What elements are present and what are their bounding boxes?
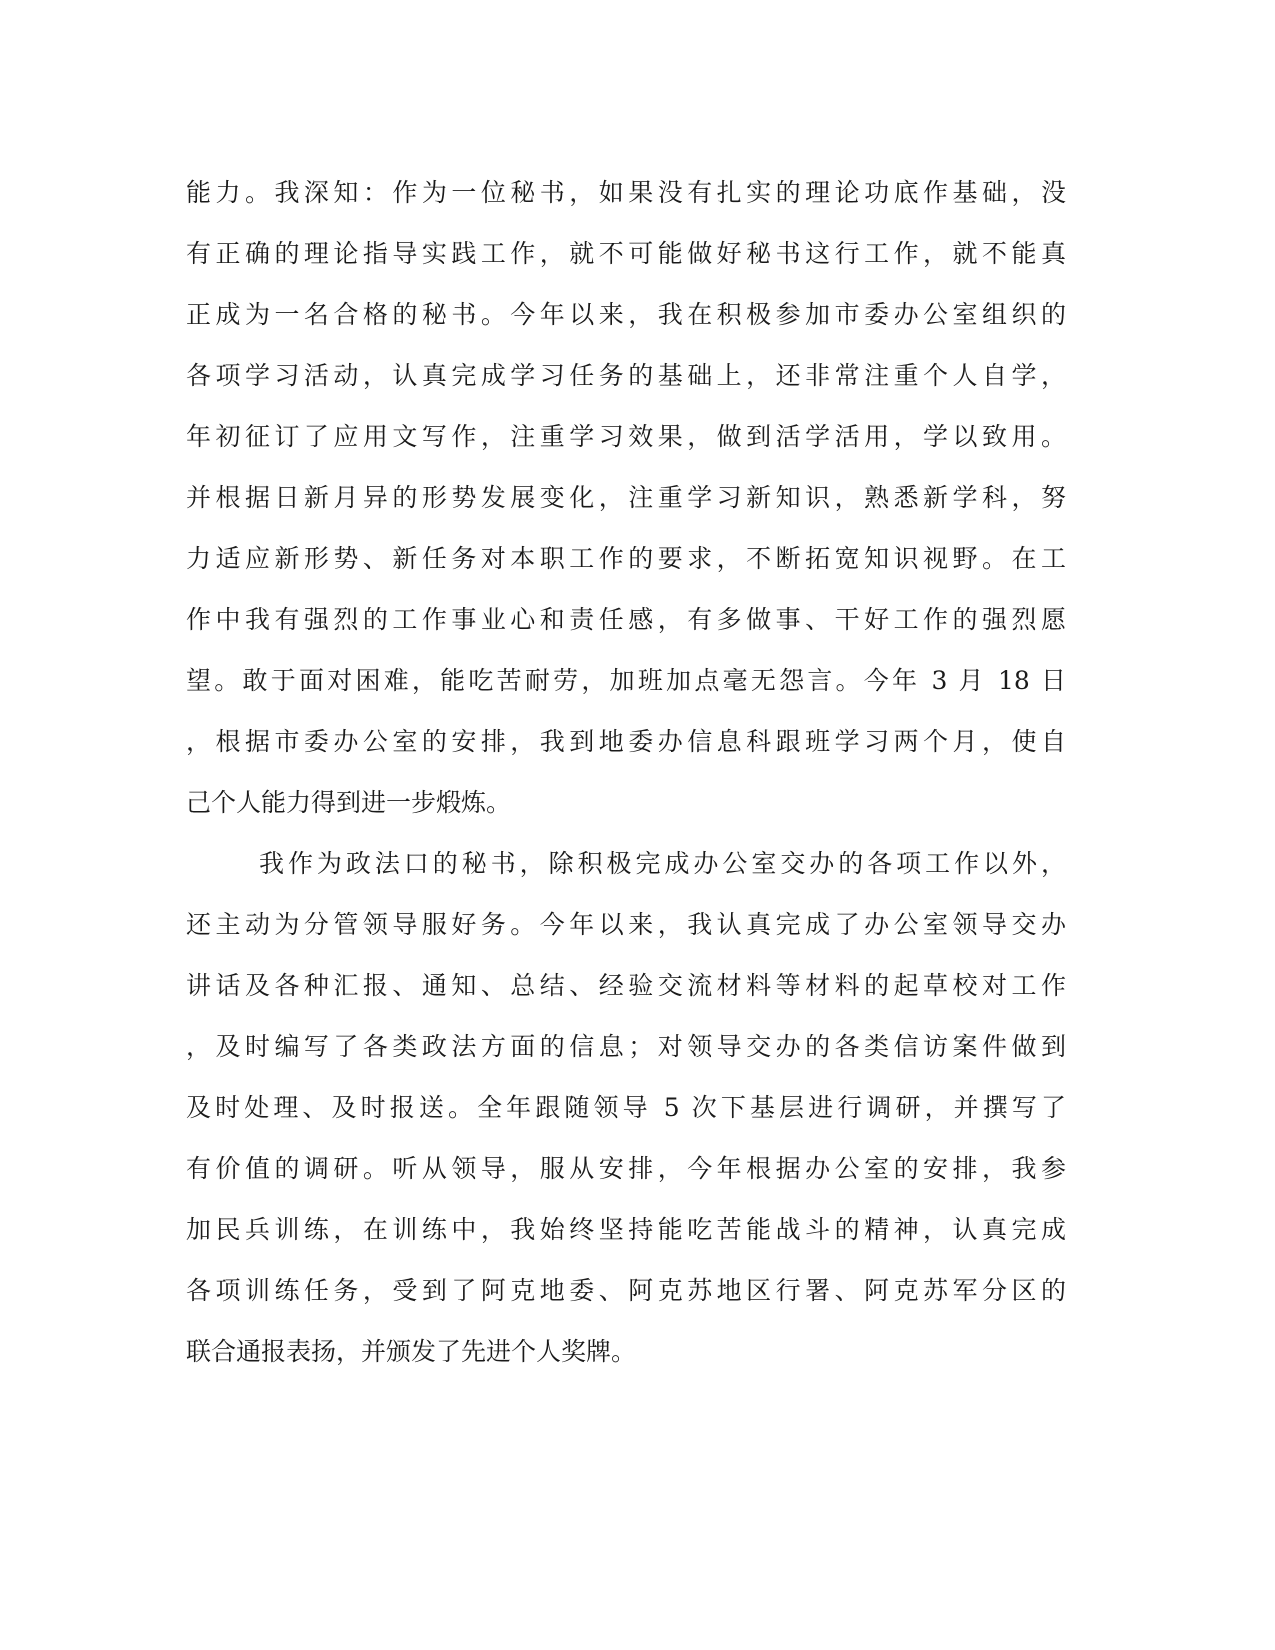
- text-line: ，及时编写了各类政法方面的信息；对领导交办的各类信访案件做到: [186, 1032, 1066, 1061]
- paragraph-2: [186, 833, 1066, 1382]
- text-line: 联合通报表扬，并颁发了先进个人奖牌。: [186, 1337, 637, 1366]
- text-line: 各项训练任务，受到了阿克地委、阿克苏地区行署、阿克苏军分区的: [186, 1276, 1066, 1305]
- text-line: 作中我有强烈的工作事业心和责任感，有多做事、干好工作的强烈愿: [186, 605, 1066, 634]
- text-line: 及时处理、及时报送。全年跟随领导 5 次下基层进行调研，并撰写了: [186, 1093, 1066, 1122]
- text-line: 讲话及各种汇报、通知、总结、经验交流材料等材料的起草校对工作: [186, 971, 1066, 1000]
- text-line: 加民兵训练，在训练中，我始终坚持能吃苦能战斗的精神，认真完成: [186, 1215, 1066, 1244]
- text-line: 望。敢于面对困难，能吃苦耐劳，加班加点毫无怨言。今年 3 月 18 日: [186, 666, 1066, 695]
- text-line: 还主动为分管领导服好务。今年以来，我认真完成了办公室领导交办: [186, 910, 1066, 939]
- body-text: [186, 162, 1066, 1382]
- text-line: 有正确的理论指导实践工作，就不可能做好秘书这行工作，就不能真: [186, 239, 1066, 268]
- text-line: 我作为政法口的秘书，除积极完成办公室交办的各项工作以外，: [259, 849, 1066, 878]
- text-line: 年初征订了应用文写作，注重学习效果，做到活学活用，学以致用。: [186, 422, 1066, 451]
- paragraph-1: [186, 162, 1066, 833]
- text-line: 有价值的调研。听从领导，服从安排，今年根据办公室的安排，我参: [186, 1154, 1066, 1183]
- text-line: 并根据日新月异的形势发展变化，注重学习新知识，熟悉新学科，努: [186, 483, 1066, 512]
- text-line: 各项学习活动，认真完成学习任务的基础上，还非常注重个人自学，: [186, 361, 1066, 390]
- text-line: ，根据市委办公室的安排，我到地委办信息科跟班学习两个月，使自: [186, 727, 1066, 756]
- text-line: 己个人能力得到进一步煅炼。: [186, 788, 512, 817]
- text-line: 正成为一名合格的秘书。今年以来，我在积极参加市委办公室组织的: [186, 300, 1066, 329]
- text-line: 能力。我深知：作为一位秘书，如果没有扎实的理论功底作基础，没: [186, 178, 1066, 207]
- text-line: 力适应新形势、新任务对本职工作的要求，不断拓宽知识视野。在工: [186, 544, 1066, 573]
